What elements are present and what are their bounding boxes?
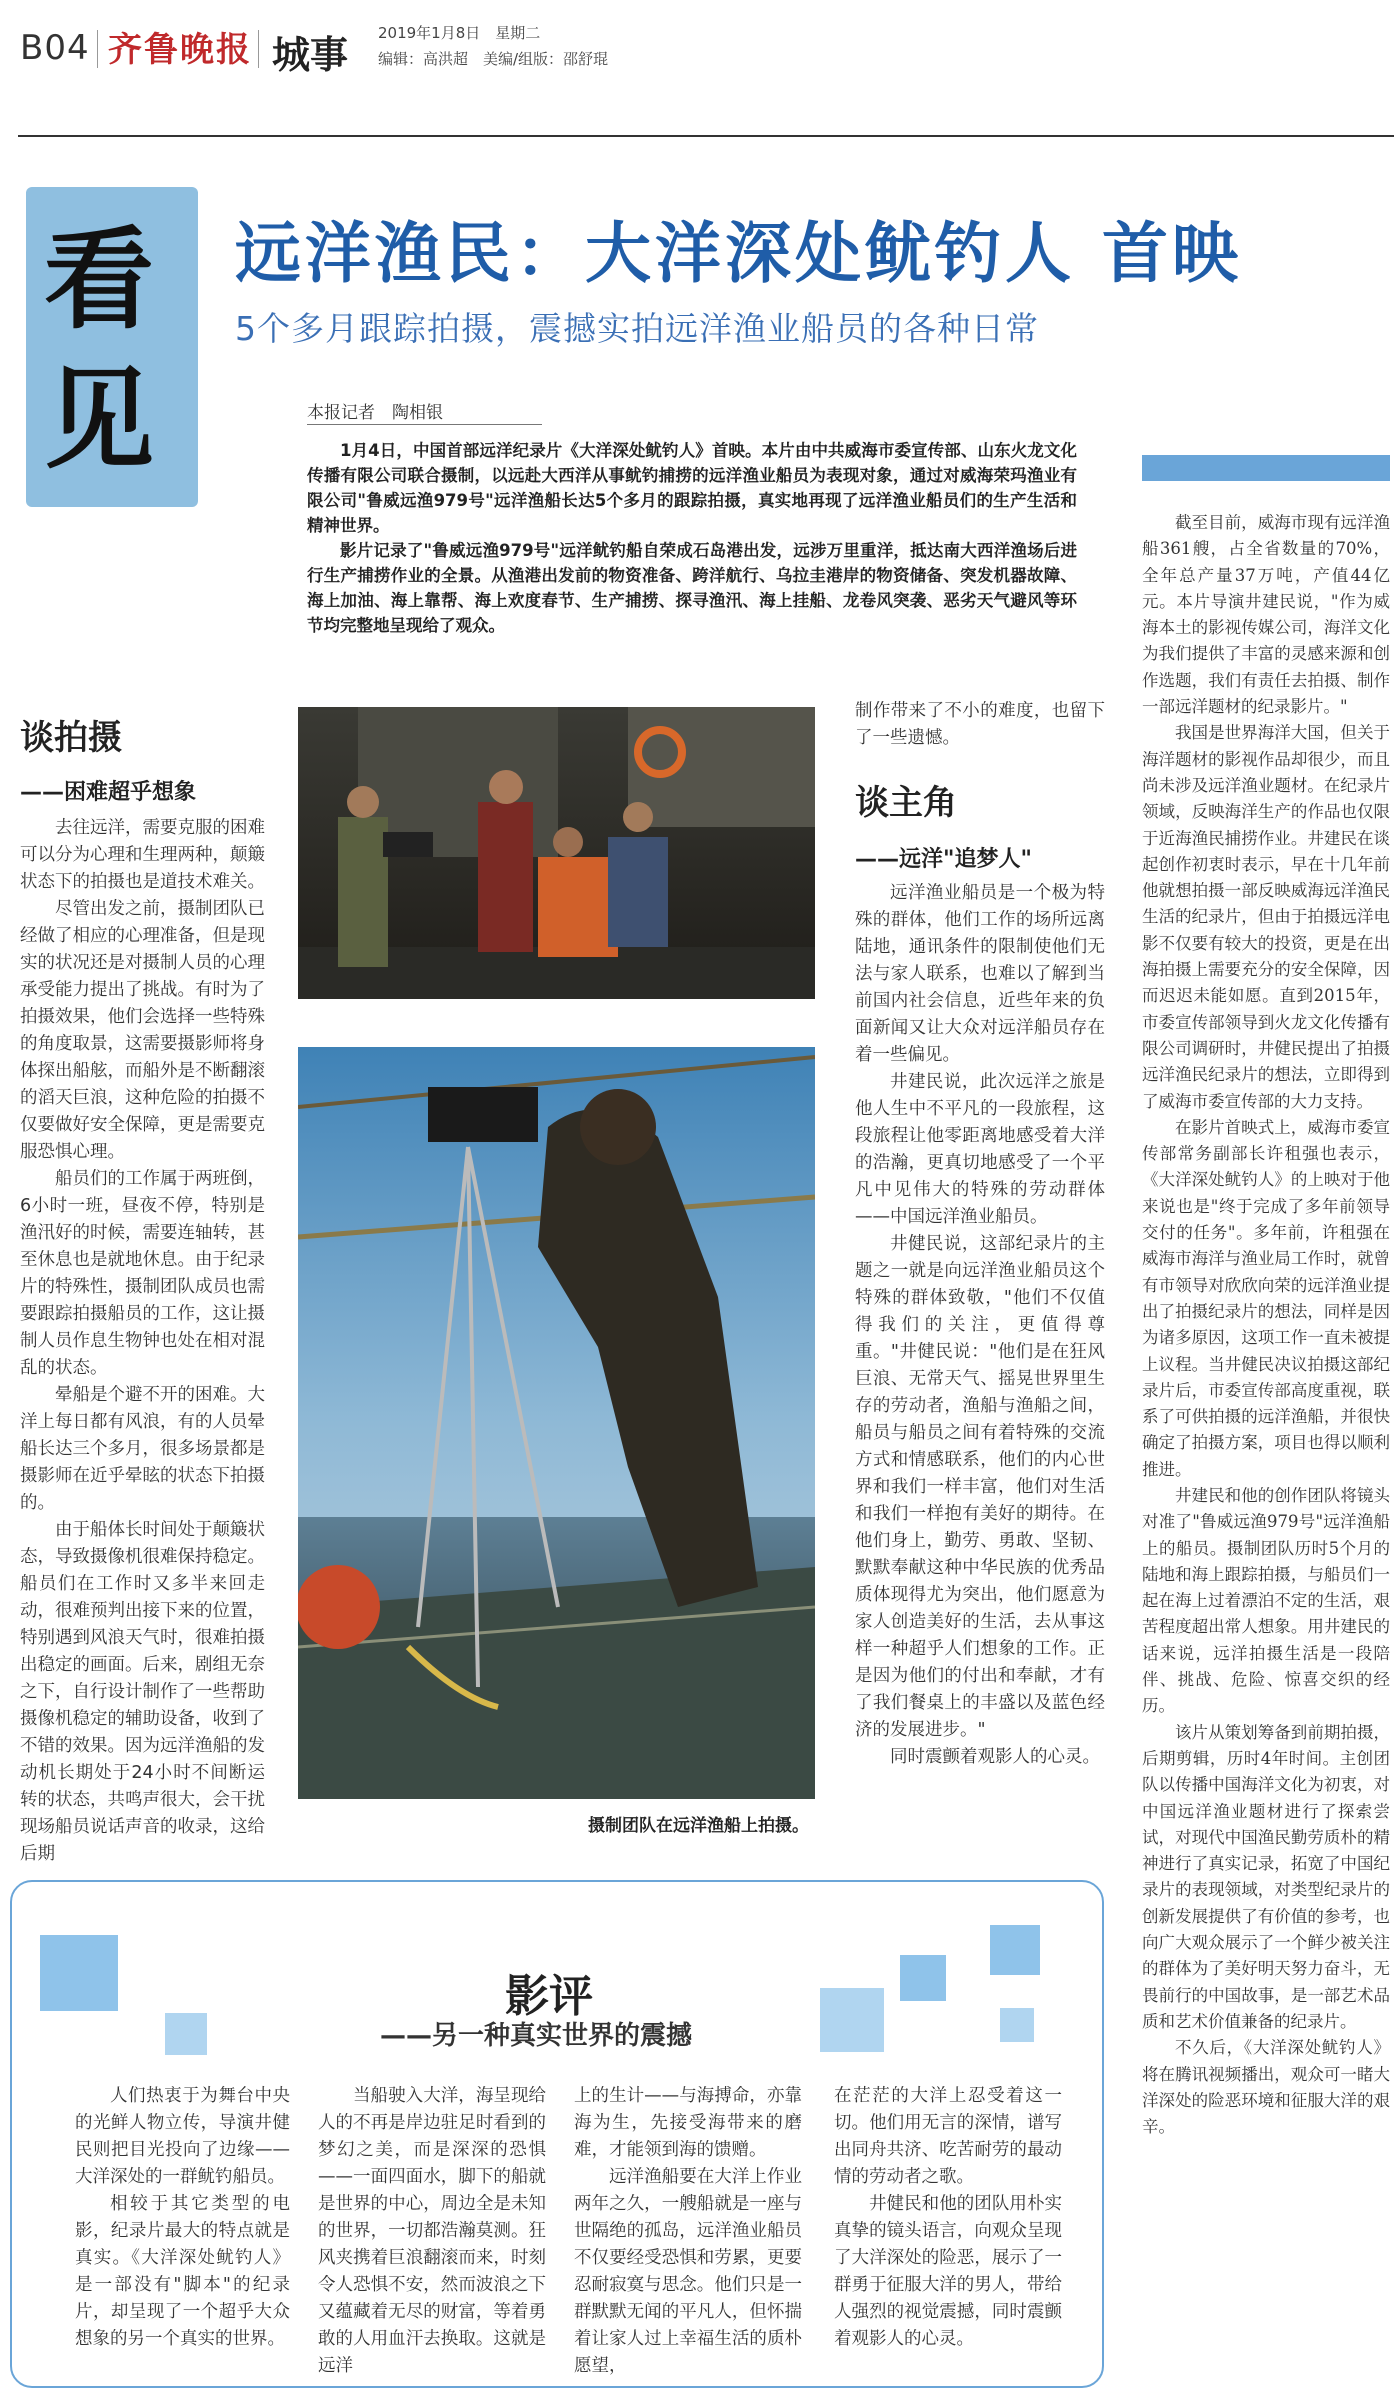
decor-square xyxy=(165,2013,207,2055)
photo-crew-deck xyxy=(298,707,815,999)
review-column xyxy=(834,2083,1062,2353)
section-heading: 谈拍摄 xyxy=(20,718,122,758)
review-subtitle: ——另一种真实世界的震撼 xyxy=(380,2021,693,2051)
body-paragraph: 不久后，《大洋深处鱿钓人》将在腾讯视频播出，观众可一睹大洋深处的险恶环境和征服大洋的艰辛。 xyxy=(1142,2038,1390,2137)
header-divider xyxy=(258,30,259,68)
lead-text xyxy=(307,438,1077,638)
body-paragraph: 船员们的工作属于两班倒，6小时一班，昼夜不停，特别是渔汛好的时候，需要连轴转，甚至休息也是就地休息。由于纪录片的特殊性，摄制团队成员也需要跟踪拍摄船员的工作，这让摄制人员作息生物钟也处在相对混乱的状态。 xyxy=(20,1169,265,1378)
newspaper-logo: 齐鲁晚报 xyxy=(108,30,252,70)
body-paragraph: 人们热衷于为舞台中央的光鲜人物立传，导演井健民则把目光投向了边缘——大洋深处的一群鱿钓船员。 xyxy=(75,2086,290,2187)
column-badge-char: 见 xyxy=(44,355,154,484)
section-subheading: ——远洋"追梦人" xyxy=(855,847,1032,872)
body-paragraph: 截至目前，威海市现有远洋渔船361艘，占全省数量的70%，全年总产量37万吨，产值44亿元。本片导演井建民说，"作为威海本土的影视传媒公司，海洋文化为我们提供了丰富的灵感来源和创作选题，我们有责任去拍摄、制作一部远洋题材的纪录影片。" xyxy=(1142,513,1390,717)
body-paragraph: 井健民说，这部纪录片的主题之一就是向远洋渔业船员这个特殊的群体致敬，"他们不仅值得我们的关注，更值得尊重。"井健民说："他们是在狂风巨浪、无常天气、摇晃世界里生存的劳动者，渔船与渔船之间，船员与船员之间有着特殊的交流方式和情感联系，他们的内心世界和我们一样丰富，他们对生活和我们一样抱有美好的期待。在他们身上，勤劳、勇敢、坚韧、默默奉献这种中华民族的优秀品质体现得尤为突出，他们愿意为家人创造美好的生活，去从事这样一种超乎人们想象的工作。正是因为他们的付出和奉献，才有了我们餐桌上的丰盛以及蓝色经济的发展进步。" xyxy=(855,1234,1105,1740)
body-paragraph: 由于船体长时间处于颠簸状态，导致摄像机很难保持稳定。船员们在工作时又多半来回走动，很难预判出接下来的位置，特别遇到风浪天气时，很难拍摄出稳定的画面。后来，剧组无奈之下，自行设计制作了一些帮助摄像机稳定的辅助设备，收到了不错的效果。因为远洋渔船的发动机长期处于24小时不间断运转的状态，共鸣声很大，会干扰现场船员说话声音的收录，这给后期 xyxy=(20,1520,265,1864)
section-name: 城事 xyxy=(272,32,349,77)
header-divider xyxy=(97,30,98,68)
body-paragraph: 在影片首映式上，威海市委宣传部常务副部长许租强也表示，《大洋深处鱿钓人》的上映对于他来说也是"终于完成了多年前领导交付的任务"。多年前，许租强在威海市海洋与渔业局工作时，就曾有市领导对欣欣向荣的远洋渔业提出了拍摄纪录片的想法，同样是因为诸多原因，这项工作一直未被提上议程。当井健民决议拍摄这部纪录片后，市委宣传部高度重视，联系了可供拍摄的远洋渔船，并很快确定了拍摄方案，项目也得以顺利推进。 xyxy=(1142,1117,1390,1479)
body-paragraph: 同时震颤着观影人的心灵。 xyxy=(890,1747,1100,1767)
section-body xyxy=(855,880,1105,1771)
body-paragraph: 该片从策划筹备到前期拍摄，后期剪辑，历时4年时间。主创团队以传播中国海洋文化为初衷，对中国远洋渔业题材进行了探索尝试，对现代中国渔民勤劳质朴的精神进行了真实记录，拓宽了中国纪录片的表现领域，对类型纪录片的创新发展提供了有价值的参考，也向广大观众展示了一个鲜少被关注的群体为了美好明天努力奋斗，无畏前行的中国故事，是一部艺术品质和艺术价值兼备的纪录片。 xyxy=(1142,1722,1390,2031)
page-number: B04 xyxy=(20,28,90,68)
body-paragraph: 去往远洋，需要克服的困难可以分为心理和生理两种，颠簸状态下的拍摄也是道技术难关。 xyxy=(20,818,265,892)
body-paragraph: 上的生计——与海搏命，亦靠海为生，先接受海带来的磨难，才能领到海的馈赠。 xyxy=(574,2086,802,2160)
body-paragraph: 相较于其它类型的电影，纪录片最大的特点就是真实。《大洋深处鱿钓人》是一部没有"脚本"的纪录片，却呈现了一个超乎大众想象的另一个真实的世界。 xyxy=(75,2194,290,2349)
lead-paragraph: 1月4日，中国首部远洋纪录片《大洋深处鱿钓人》首映。本片由中共威海市委宣传部、山东火龙文化传播有限公司联合摄制，以远赴大西洋从事鱿钓捕捞的远洋渔业船员为表现对象，通过对威海荣玛渔业有限公司"鲁威远渔979号"远洋渔船长达5个多月的跟踪拍摄，真实地再现了远洋渔业船员们的生产生活和精神世界。 xyxy=(307,441,1077,535)
review-title: 影评 xyxy=(505,1971,593,2022)
section-body: 制作带来了不小的难度，也留下了一些遗憾。 xyxy=(855,701,1105,748)
article-title: 远洋渔民：大洋深处鱿钓人 首映 xyxy=(235,214,1242,292)
right-column-body xyxy=(1142,510,1390,2140)
body-paragraph: 井健民和他的团队用朴实真挚的镜头语言，向观众呈现了大洋深处的险恶，展示了一群勇于征服大洋的男人，带给人强烈的视觉震撼，同时震颤着观影人的心灵。 xyxy=(834,2194,1062,2349)
section-subheading: ——困难超乎想象 xyxy=(20,780,197,805)
section-body xyxy=(20,815,265,1868)
body-paragraph: 当船驶入大洋，海呈现给人的不再是岸边驻足时看到的梦幻之美，而是深深的恐惧——一面四面水，脚下的船就是世界的中心，周边全是未知的世界，一切都浩瀚莫测。狂风夹携着巨浪翻滚而来，时刻令人恐惧不安，然而波浪之下又蕴藏着无尽的财富，等着勇敢的人用血汗去换取。这就是远洋 xyxy=(318,2086,546,2376)
decor-square xyxy=(1000,2008,1034,2042)
header-rule xyxy=(18,135,1394,137)
review-column xyxy=(318,2083,546,2380)
body-paragraph: 晕船是个避不开的困难。大洋上每日都有风浪，有的人员晕船长达三个多月，很多场景都是摄影师在近乎晕眩的状态下拍摄的。 xyxy=(20,1385,265,1513)
body-paragraph: 井建民说，此次远洋之旅是他人生中不平凡的一段旅程，这段旅程让他零距离地感受着大洋的浩瀚，更真切地感受了一个平凡中见伟大的特殊的劳动群体——中国远洋渔业船员。 xyxy=(855,1072,1105,1227)
article-subtitle: 5个多月跟踪拍摄，震撼实拍远洋渔业船员的各种日常 xyxy=(235,309,1039,348)
body-paragraph: 远洋渔船要在大洋上作业两年之久，一艘船就是一座与世隔绝的孤岛，远洋渔业船员不仅要经受恐惧和劳累，更要忍耐寂寞与思念。他们只是一群默默无闻的平凡人，但怀揣着让家人过上幸福生活的质朴愿望， xyxy=(574,2167,802,2376)
section-heading: 谈主角 xyxy=(855,783,957,823)
date-line: 2019年1月8日 星期二 xyxy=(378,24,541,42)
body-paragraph: 尽管出发之前，摄制团队已经做了相应的心理准备，但是现实的状况还是对摄制人员的心理承受能力提出了挑战。有时为了拍摄效果，他们会选择一些特殊的角度取景，这需要摄影师将身体探出船舷，而船外是不断翻滚的滔天巨浪，这种危险的拍摄不仅要做好安全保障，更是需要克服恐惧心理。 xyxy=(20,899,265,1162)
body-paragraph: 远洋渔业船员是一个极为特殊的群体，他们工作的场所远离陆地，通讯条件的限制使他们无法与家人联系，也难以了解到当前国内社会信息，近些年来的负面新闻又让大众对远洋船员存在着一些偏见。 xyxy=(855,883,1105,1065)
column-badge-char: 看 xyxy=(44,215,154,344)
decor-square xyxy=(900,1955,946,2001)
body-paragraph: 我国是世界海洋大国，但关于海洋题材的影视作品却很少，而且尚未涉及远洋渔业题材。在纪录片领域，反映海洋生产的作品也仅限于近海渔民捕捞作业。井建民在谈起创作初衷时表示，早在十几年前他就想拍摄一部反映威海远洋渔民生活的纪录片，但由于拍摄远洋电影不仅要有较大的投资，更是在出海拍摄上需要充分的安全保障，因而迟迟未能如愿。直到2015年，市委宣传部领导到火龙文化传播有限公司调研时，井健民提出了拍摄远洋渔民纪录片的想法，立即得到了威海市委宣传部的大力支持。 xyxy=(1142,723,1390,1111)
lead-paragraph: 影片记录了"鲁威远渔979号"远洋鱿钓船自荣成石岛港出发，远涉万里重洋，抵达南大西洋渔场后进行生产捕捞作业的全景。从渔港出发前的物资准备、跨洋航行、乌拉圭港岸的物资储备、突发机器故障、海上加油、海上靠帮、海上欢度春节、生产捕捞、探寻渔汛、海上挂船、龙卷风突袭、恶劣天气避风等环节均完整地呈现给了观众。 xyxy=(307,541,1077,635)
photo-cameraman xyxy=(298,1047,815,1799)
decor-square xyxy=(990,1925,1040,1975)
byline: 本报记者 陶相银 xyxy=(307,403,443,423)
review-column xyxy=(75,2083,290,2353)
body-paragraph: 在茫茫的大洋上忍受着这一切。他们用无言的深情，谱写出同舟共济、吃苦耐劳的最动情的劳动者之歌。 xyxy=(834,2086,1062,2187)
body-paragraph: 井建民和他的创作团队将镜头对准了"鲁威远渔979号"远洋渔船上的船员。摄制团队历时5个月的陆地和海上跟踪拍摄，与船员们一起在海上过着漂泊不定的生活，艰苦程度超出常人想象。用井建民的话来说，远洋拍摄生活是一段陪伴、挑战、危险、惊喜交织的经历。 xyxy=(1142,1485,1390,1716)
byline-rule xyxy=(307,424,542,425)
photo-caption: 摄制团队在远洋渔船上拍摄。 xyxy=(588,1816,809,1836)
editor-line: 编辑：高洪超 美编/组版：邵舒琨 xyxy=(378,50,609,68)
decor-square xyxy=(40,1935,118,2011)
decor-square xyxy=(820,1988,884,2052)
review-column xyxy=(574,2083,802,2380)
column-accent-bar xyxy=(1142,455,1390,481)
